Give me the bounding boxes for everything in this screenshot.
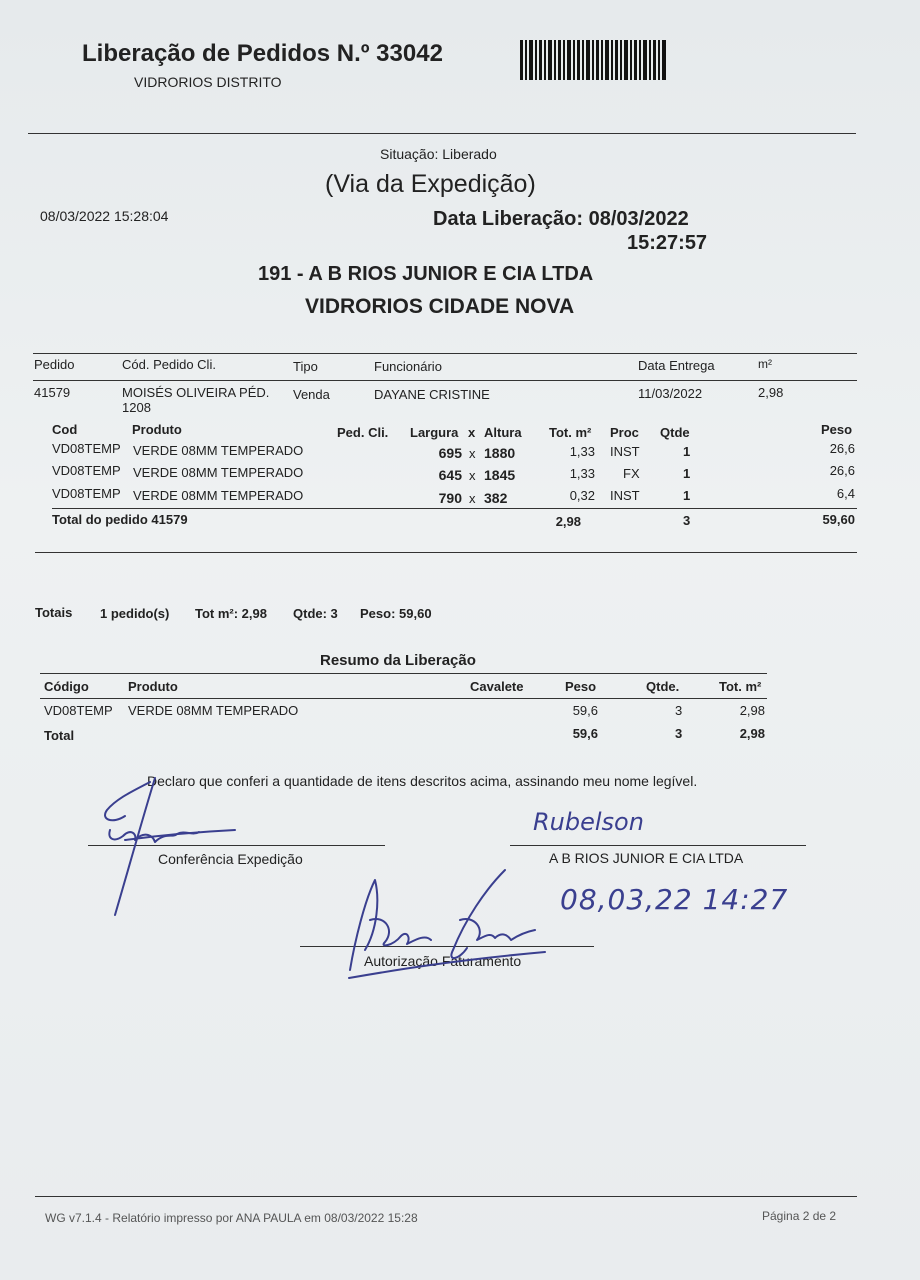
order-total-peso: 59,60	[822, 512, 855, 527]
items-col-peso: Peso	[821, 422, 853, 437]
item-tot-m2: 1,33	[569, 466, 595, 481]
resumo-produto: VERDE 08MM TEMPERADO	[128, 703, 299, 718]
items-col-altura: Altura	[484, 425, 522, 440]
item-cod: VD08TEMP	[52, 463, 121, 478]
data-liberacao: Data Liberação: 08/03/2022	[433, 208, 689, 230]
item-produto: VERDE 08MM TEMPERADO	[133, 488, 304, 503]
order-cod-cli-2: 1208	[122, 400, 151, 415]
item-x: x	[469, 491, 476, 506]
items-col-qtde: Qtde	[660, 425, 690, 440]
print-datetime: 08/03/2022 15:28:04	[40, 208, 169, 224]
item-produto: VERDE 08MM TEMPERADO	[133, 465, 304, 480]
order-section-end-line	[35, 552, 857, 553]
resumo-qtde: 3	[675, 703, 683, 718]
signature-conferencia	[95, 770, 255, 920]
item-altura: 382	[484, 490, 508, 506]
order-tipo: Venda	[293, 387, 330, 402]
conferencia-label: Conferência Expedição	[158, 851, 303, 867]
col-pedido: Pedido	[34, 357, 75, 372]
resumo-title: Resumo da Liberação	[320, 652, 476, 669]
data-liberacao-time: 15:27:57	[627, 232, 708, 254]
company-subtitle: VIDRORIOS DISTRITO	[134, 74, 282, 90]
item-largura: 695	[438, 445, 462, 461]
item-qtde: 1	[683, 488, 691, 503]
col-cod-pedido-cli: Cód. Pedido Cli.	[122, 357, 216, 372]
totals-tot-m2: Tot m²: 2,98	[195, 606, 267, 621]
resumo-col-peso: Peso	[565, 679, 597, 694]
resumo-top-line	[40, 673, 767, 674]
resumo-tot-m2: 2,98	[739, 703, 765, 718]
col-m2: m²	[758, 357, 772, 371]
cliente-name: 191 - A B RIOS JUNIOR E CIA LTDA	[258, 263, 594, 285]
resumo-total-label: Total	[44, 728, 75, 743]
item-qtde: 1	[683, 466, 691, 481]
footer-left: WG v7.1.4 - Relatório impresso por ANA PAULA em 08/03/2022 15:28	[45, 1211, 418, 1225]
item-cod: VD08TEMP	[52, 441, 121, 456]
col-funcionario: Funcionário	[374, 359, 442, 374]
item-proc: INST	[610, 488, 640, 503]
col-tipo: Tipo	[293, 359, 318, 374]
totals-peso: Peso: 59,60	[360, 606, 432, 621]
item-peso: 26,6	[829, 463, 855, 478]
totals-pedidos: 1 pedido(s)	[100, 606, 170, 621]
resumo-col-produto: Produto	[128, 679, 178, 694]
situacao-text: Situação: Liberado	[380, 146, 497, 162]
order-total-label: Total do pedido 41579	[52, 512, 188, 527]
items-col-tot-m2: Tot. m²	[549, 425, 592, 440]
resumo-col-cavalete: Cavalete	[470, 679, 524, 694]
item-proc: INST	[610, 444, 640, 459]
barcode-icon	[520, 40, 666, 80]
order-m2: 2,98	[758, 385, 784, 400]
order-header-line	[33, 380, 857, 381]
item-cod: VD08TEMP	[52, 486, 121, 501]
cliente-label: A B RIOS JUNIOR E CIA LTDA	[549, 850, 744, 866]
declaration-text: Declaro que conferi a quantidade de itens descritos acima, assinando meu nome legível.	[147, 773, 698, 789]
items-col-x: x	[468, 425, 476, 440]
item-x: x	[469, 468, 476, 483]
order-funcionario: DAYANE CRISTINE	[374, 387, 490, 402]
signature-client: Rubelson	[533, 808, 644, 836]
handwritten-date: 08,03,22 14:27	[560, 883, 789, 916]
totals-qtde: Qtde: 3	[293, 606, 338, 621]
resumo-total-peso: 59,6	[572, 726, 598, 741]
obra-name: VIDRORIOS CIDADE NOVA	[305, 295, 575, 318]
cliente-signature-line	[510, 845, 806, 846]
item-largura: 645	[438, 467, 462, 483]
order-table-top-line	[33, 353, 857, 354]
footer-line	[35, 1196, 857, 1197]
document-title: Liberação de Pedidos N.º 33042	[82, 40, 443, 67]
order-cod-cli-1: MOISÉS OLIVEIRA PÉD.	[122, 385, 270, 400]
order-total-m2: 2,98	[555, 514, 581, 529]
resumo-col-tot-m2: Tot. m²	[719, 679, 762, 694]
item-altura: 1880	[484, 445, 516, 461]
item-peso: 26,6	[829, 441, 855, 456]
item-peso: 6,4	[836, 486, 855, 501]
page-number: Página 2 de 2	[762, 1209, 837, 1223]
items-col-largura: Largura	[410, 425, 459, 440]
signature-autorizacao	[335, 860, 555, 985]
via-title: (Via da Expedição)	[325, 170, 536, 198]
order-data-entrega: 11/03/2022	[638, 386, 703, 401]
item-altura: 1845	[484, 467, 516, 483]
header-divider	[28, 133, 856, 134]
autorizacao-label: Autorização Faturamento	[364, 953, 522, 969]
item-proc: FX	[623, 466, 640, 481]
item-qtde: 1	[683, 444, 691, 459]
item-largura: 790	[438, 490, 462, 506]
items-col-ped-cli: Ped. Cli.	[337, 425, 389, 440]
totals-label: Totais	[35, 605, 73, 620]
item-tot-m2: 0,32	[569, 488, 595, 503]
item-tot-m2: 1,33	[569, 444, 595, 459]
item-produto: VERDE 08MM TEMPERADO	[133, 443, 304, 458]
resumo-col-codigo: Código	[44, 679, 89, 694]
items-col-cod: Cod	[52, 422, 78, 437]
items-col-proc: Proc	[610, 425, 639, 440]
col-data-entrega: Data Entrega	[638, 358, 715, 373]
order-total-qtde: 3	[683, 513, 691, 528]
resumo-peso: 59,6	[572, 703, 598, 718]
items-total-line	[52, 508, 857, 509]
order-pedido: 41579	[34, 385, 71, 400]
items-col-produto: Produto	[132, 422, 182, 437]
item-x: x	[469, 446, 476, 461]
resumo-codigo: VD08TEMP	[44, 703, 113, 718]
resumo-total-qtde: 3	[675, 726, 683, 741]
resumo-col-qtde: Qtde.	[646, 679, 680, 694]
resumo-total-tot-m2: 2,98	[739, 726, 765, 741]
resumo-header-line	[40, 698, 767, 699]
